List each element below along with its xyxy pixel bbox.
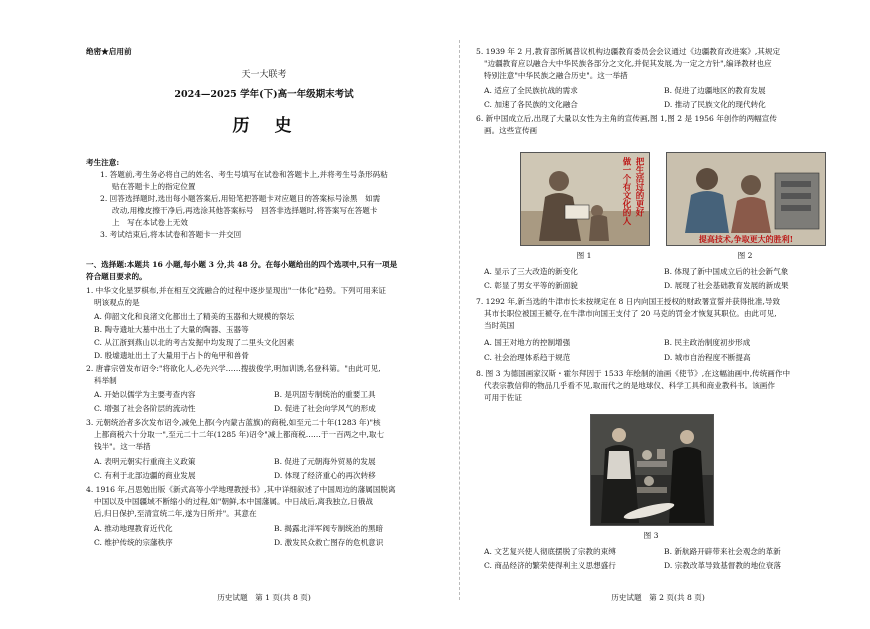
q6-option-a: A. 显示了三大改造的新变化	[484, 267, 578, 276]
q5-stem: "边疆教育应以融合大中华民族各部分之文化,并促其发展,为一定之方针",编译教材也应	[484, 59, 772, 68]
q3-option-b: B. 促进了元朝海外贸易的发展	[274, 457, 376, 466]
figure-1-caption: 图 1	[576, 251, 592, 260]
q7-stem: 7. 1292 年,新当选的牛津市长未按规定在 8 日内向国王授权的财政署宣誓并获得批准,导致	[476, 297, 781, 306]
q4-stem: 中国以及中国疆域不断缩小的过程,如"朝鲜,本中国藩属。中日战后,离我独立,日俄战	[94, 497, 373, 506]
notice-line: 1. 答题前,考生务必将自己的姓名、考生号填写在试卷和答题卡上,并将考生号条形码粘	[100, 170, 388, 179]
section-title-cont: 符合题目要求的。	[86, 272, 147, 281]
q8-option-c: C. 商品经济的繁荣使得利主义思想盛行	[484, 561, 616, 570]
page-footer: 历史试题 第 2 页(共 8 页)	[611, 593, 705, 602]
notice-line: 贴在答题卡上的指定位置	[112, 182, 196, 191]
q2-option-a: A. 开始以儒学为主要考查内容	[94, 390, 196, 399]
q5-option-d: D. 推动了民族文化的现代转化	[664, 100, 766, 109]
q4-stem: 后,归日保护,至清宣统二年,遂为日所并"。其意在	[94, 509, 257, 518]
exam-title: 2024—2025 学年(下)高一年级期末考试	[174, 89, 354, 100]
q2-stem: 2. 唐睿宗曾发布诏令:"将欲化人,必先兴学……搜拔俊学,明加训诱,名登科第。"由此可见,	[86, 364, 381, 373]
q6-stem: 6. 新中国成立后,出现了大量以女性为主角的宣传画,图 1,图 2 是 1956 年创作的两幅宣传	[476, 114, 777, 123]
figure-1-poster	[520, 152, 650, 246]
subject-title: 历 史	[232, 116, 296, 136]
notice-line: 上 写在本试卷上无效	[112, 218, 188, 227]
fig1-slogan-1: 把生活过的更好	[634, 157, 644, 217]
exam-organizer: 天一大联考	[241, 70, 287, 80]
page-footer: 历史试题 第 1 页(共 8 页)	[217, 593, 311, 602]
q6-stem: 画。这些宣传画	[484, 126, 538, 135]
figure-2-poster	[666, 152, 826, 246]
q5-option-a: A. 适应了全民族抗战的需求	[484, 86, 578, 95]
q6-option-d: D. 展现了社会基础教育发展的新成果	[664, 281, 789, 290]
q8-stem: 可用于佐证	[484, 393, 522, 402]
q1-option-b: B. 陶寺遗址大墓中出土了大量的陶器、玉器等	[94, 325, 249, 334]
q3-option-c: C. 有利于北部边疆的商业发展	[94, 471, 196, 480]
q7-stem: 其市长职位被国王褫夺,在牛津市向国王支付了 20 马克的罚金才恢复其职位。由此可见,	[484, 309, 777, 318]
notice-line: 2. 回答选择题时,选出每小题答案后,用铅笔把答题卡对应题目的答案标号涂黑 如需	[100, 194, 381, 203]
notice-line: 3. 考试结束后,将本试卷和答题卡一并交回	[100, 230, 242, 239]
q3-option-d: D. 体现了经济重心的再次转移	[274, 471, 376, 480]
section-title: 一、选择题:本题共 16 小题,每小题 3 分,共 48 分。在每小题给出的四个选项中,只有一项是	[86, 260, 398, 269]
fig1-slogan-2: 做一个有文化的人	[621, 157, 631, 225]
q8-option-b: B. 新航路开辟带来社会观念的革新	[664, 547, 781, 556]
right-page	[476, 0, 840, 629]
q2-option-b: B. 是巩固专制统治的重要工具	[274, 390, 376, 399]
q3-stem: 上都商税六十分取一",至元二十二年(1285 年)诏令"减上都商税……于一百两之中,取七	[94, 430, 385, 439]
confidential-mark: 绝密★启用前	[86, 47, 132, 56]
q7-option-c: C. 社会治理体系趋于规范	[484, 353, 571, 362]
figure-3-painting	[590, 414, 714, 526]
q3-stem: 钱半"。这一举措	[94, 442, 151, 451]
q1-option-c: C. 从江浙到燕山以北的考古发掘中均发现了二里头文化因素	[94, 338, 295, 347]
q4-option-a: A. 推动地理教育近代化	[94, 524, 173, 533]
q7-option-b: B. 民主政治制度初步形成	[664, 338, 751, 347]
q2-stem: 科举制	[94, 376, 117, 385]
q1-stem: 1. 中华文化星罗棋布,并在相互交流融合的过程中逐步显现出"一体化"趋势。下列可用来证	[86, 286, 387, 295]
q4-option-c: C. 维护传统的宗藩秩序	[94, 538, 173, 547]
women-workers-illustration	[667, 153, 825, 245]
q8-option-a: A. 文艺复兴使人彻底摆脱了宗教的束缚	[484, 547, 616, 556]
figure-3-caption: 图 3	[643, 531, 659, 540]
q6-option-b: B. 体现了新中国成立后的社会新气象	[664, 267, 789, 276]
notice-line: 改动,用橡皮擦干净后,再选涂其他答案标号 回答非选择题时,将答案写在答题卡	[112, 206, 378, 215]
q4-option-b: B. 揭露北洋军阀专制统治的黑暗	[274, 524, 384, 533]
q8-option-d: D. 宗教改革导致基督教的地位衰落	[664, 561, 781, 570]
ambassadors-painting-illustration	[591, 415, 713, 525]
left-page	[86, 0, 442, 629]
q1-stem: 明该观点的是	[94, 298, 140, 307]
q3-option-a: A. 表明元朝实行重商主义政策	[94, 457, 196, 466]
q2-option-d: D. 促进了社会向学风气的形成	[274, 404, 376, 413]
q1-option-d: D. 殷墟遗址出土了大量用于占卜的龟甲和兽骨	[94, 351, 249, 360]
figure-2-caption: 图 2	[737, 251, 753, 260]
q5-stem: 特别注意"中华民族之融合历史"。这一举措	[484, 71, 628, 80]
notice-title: 考生注意:	[86, 158, 120, 167]
q5-stem: 5. 1939 年 2 月,教育部所属普议机构边疆教育委员会会议通过《边疆教育改进案》,其规定	[476, 47, 781, 56]
q6-option-c: C. 彰显了男女平等的新面貌	[484, 281, 578, 290]
q1-option-a: A. 仰韶文化和良渚文化都出土了精美的玉器和大规模的祭坛	[94, 312, 295, 321]
q7-stem: 当时英国	[484, 321, 515, 330]
q3-stem: 3. 元朝统治者多次发布诏令,减免上都(今内蒙古蓝旗)的商税,如至元二十年(1283 年)"核	[86, 418, 381, 427]
page-divider	[459, 40, 460, 600]
q5-option-b: B. 促进了边疆地区的教育发展	[664, 86, 766, 95]
fig2-slogan: 提高技术,争取更大的胜利!	[698, 234, 794, 244]
q7-option-a: A. 国王对地方的控制增强	[484, 338, 571, 347]
q2-option-c: C. 增强了社会各阶层的流动性	[94, 404, 196, 413]
q4-option-d: D. 激发民众救亡图存的危机意识	[274, 538, 384, 547]
q8-stem: 8. 图 3 为德国画家汉斯・霍尔拜因于 1533 年绘制的油画《使节》,在这幅油画中,传统画作中	[476, 369, 791, 378]
q8-stem: 代表宗教信仰的物品几乎看不见,取而代之的是地球仪、科学工具和商业教科书。该画作	[484, 381, 775, 390]
q4-stem: 4. 1916 年,吕思勉出版《新式高等小学地理教授书》,其中详细叙述了中国周边的藩属国脱离	[86, 485, 396, 494]
q7-option-d: D. 城市自治程度不断提高	[664, 353, 751, 362]
q5-option-c: C. 加速了各民族的文化融合	[484, 100, 578, 109]
